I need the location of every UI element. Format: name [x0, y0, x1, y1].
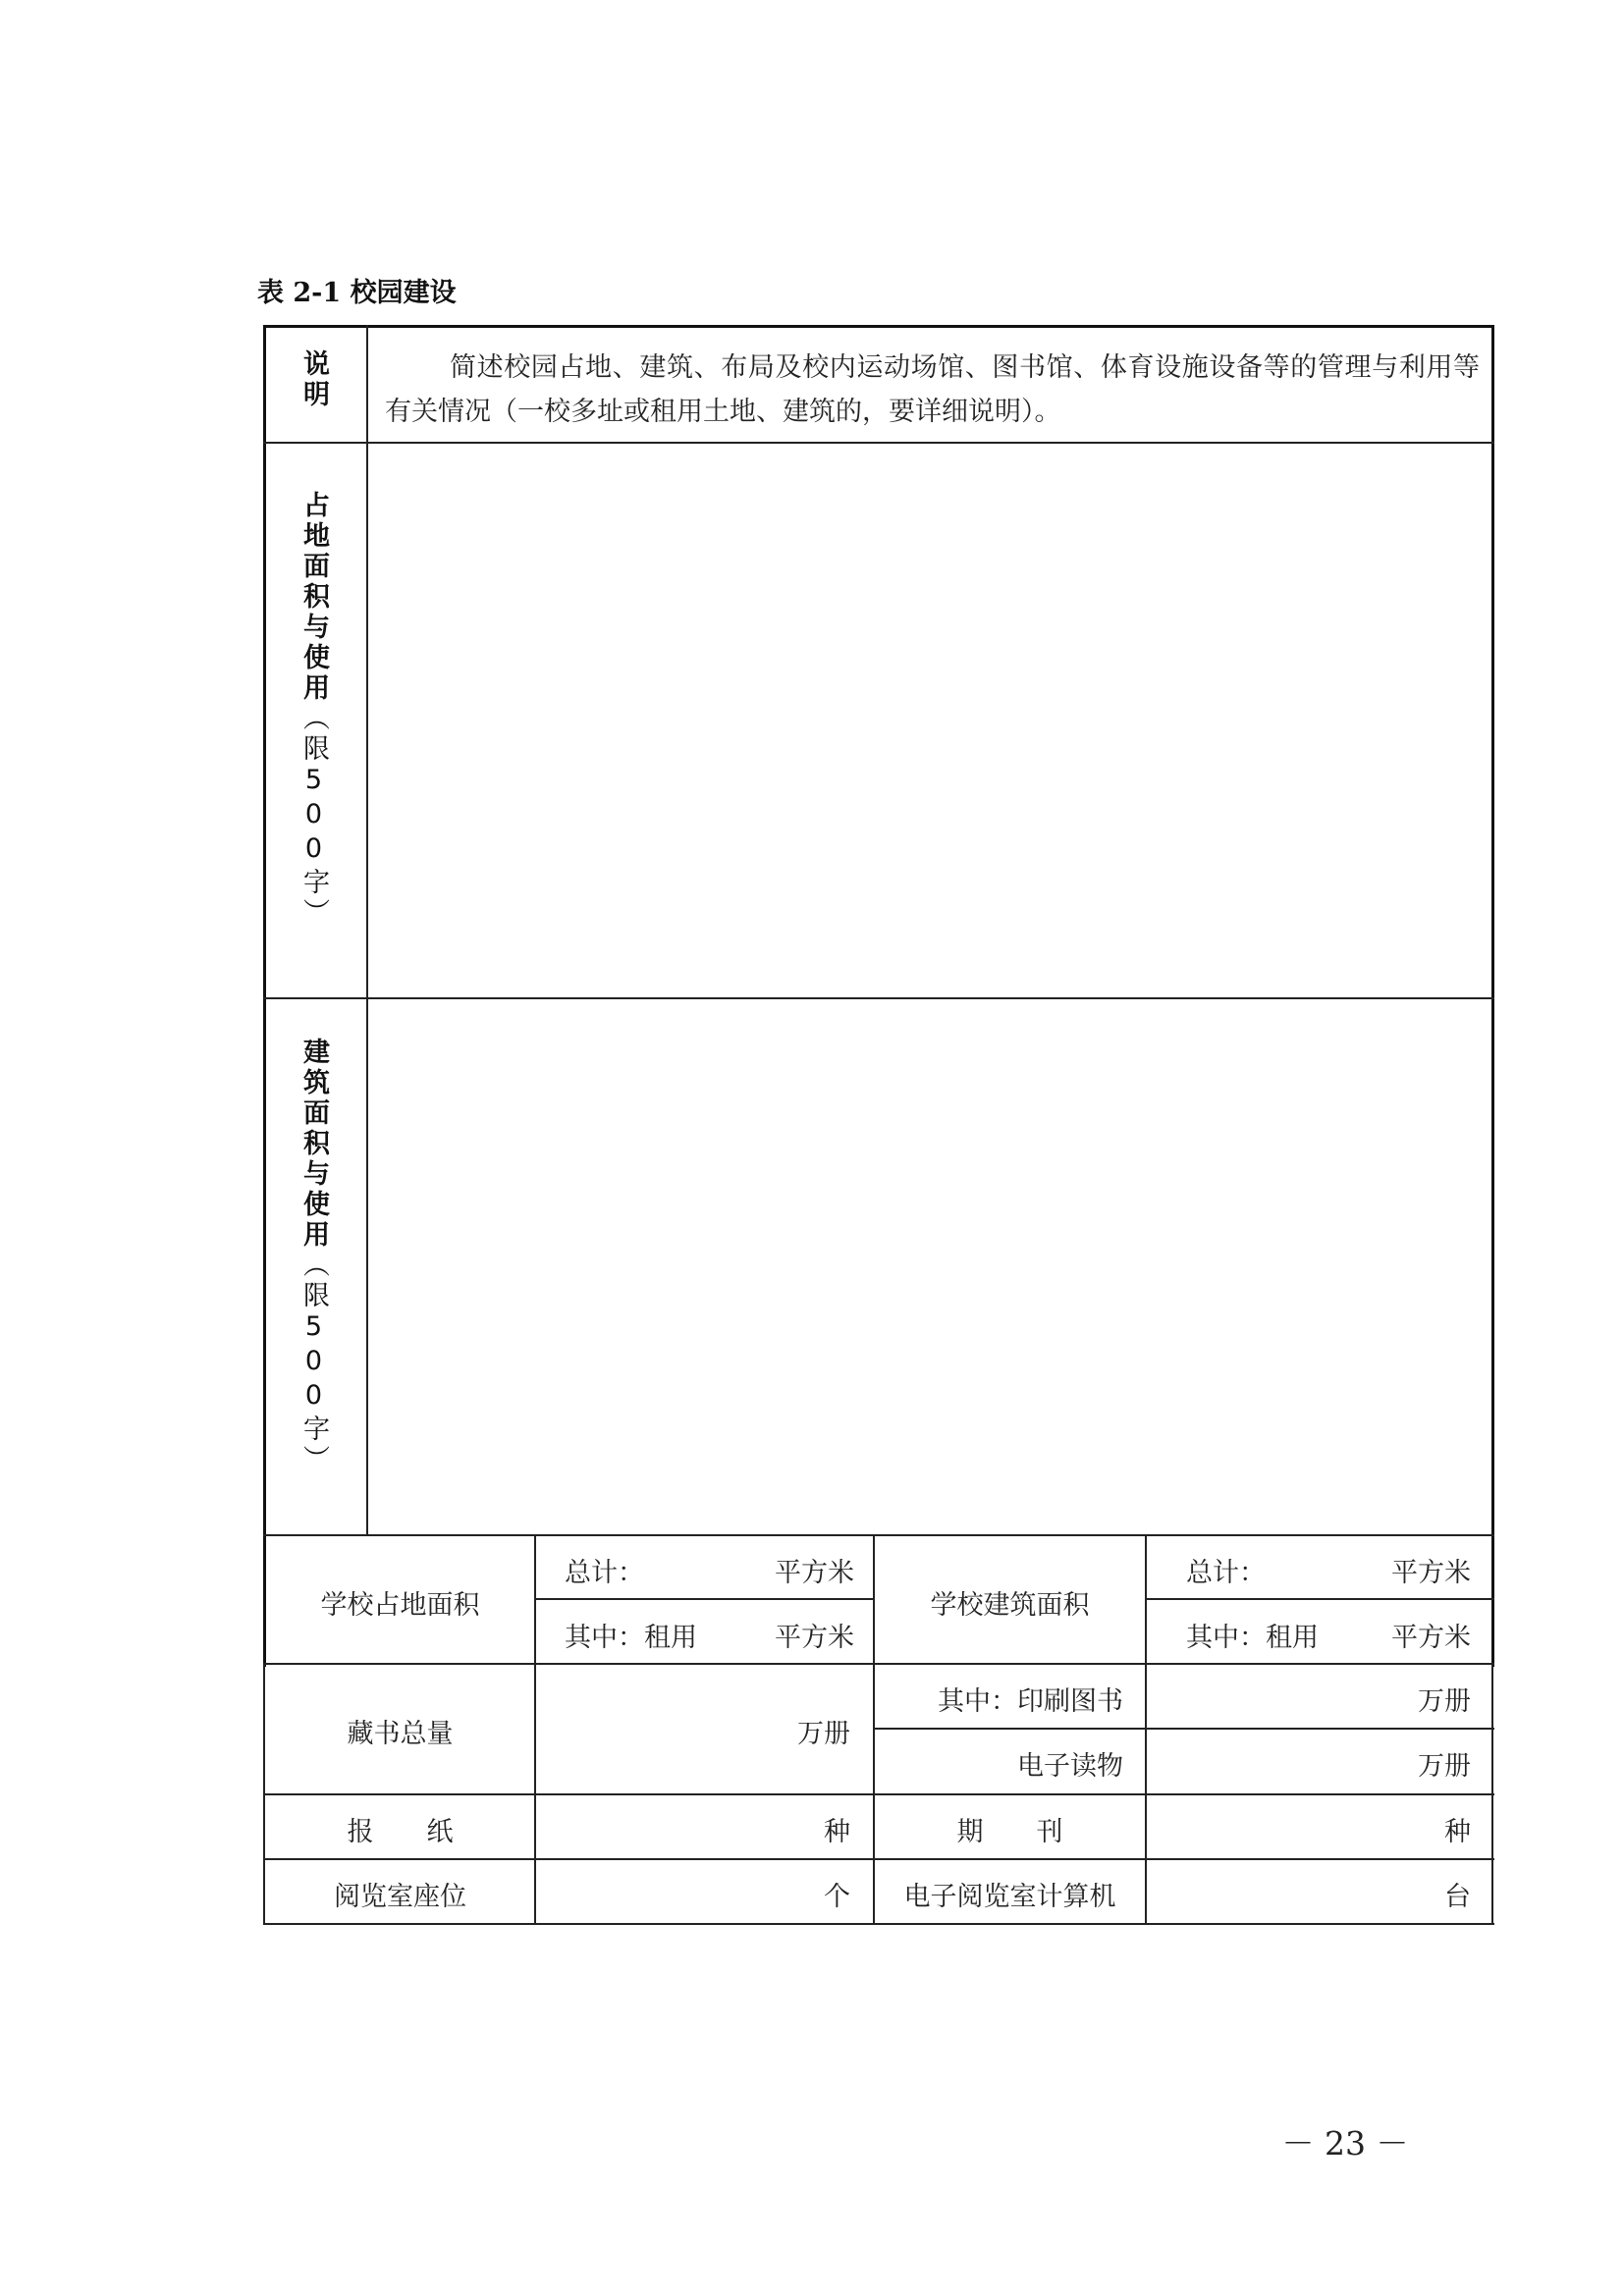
page-number: － 23 －	[1281, 2124, 1409, 2163]
printed-books-label: 其中：印刷图书	[938, 1686, 1123, 1717]
e-reading-computers-label: 电子阅览室计算机	[903, 1882, 1116, 1912]
printed-books-unit[interactable]: 万册	[1418, 1686, 1471, 1717]
land-rent-label: 其中：租用	[565, 1623, 697, 1653]
books-total-label: 藏书总量	[347, 1719, 454, 1749]
newspapers-label: 报 纸	[347, 1817, 454, 1847]
periodicals-label: 期 刊	[956, 1817, 1063, 1847]
periodicals-unit[interactable]: 种	[1444, 1817, 1471, 1847]
description-label: 说明	[298, 349, 329, 410]
building-total-unit[interactable]: 平方米	[1391, 1558, 1471, 1588]
land-area-title: 学校占地面积	[320, 1590, 480, 1621]
reading-seats-label: 阅览室座位	[334, 1882, 466, 1912]
ebooks-unit[interactable]: 万册	[1418, 1751, 1471, 1782]
ebooks-label: 电子读物	[1017, 1751, 1123, 1782]
land-total-unit[interactable]: 平方米	[775, 1558, 854, 1588]
newspapers-unit[interactable]: 种	[824, 1817, 850, 1847]
land-use-input-area[interactable]	[368, 444, 1491, 997]
land-use-label: 占地面积与使用（限500字）	[298, 491, 329, 929]
land-rent-unit[interactable]: 平方米	[775, 1623, 854, 1653]
building-rent-label: 其中：租用	[1186, 1623, 1319, 1653]
building-use-label: 建筑面积与使用（限500字）	[298, 1038, 329, 1475]
description-text: 简述校园占地、建筑、布局及校内运动场馆、图书馆、体育设施设备等的管理与利用等有关情况（一校多址或租用土地、建筑的，要详细说明）。	[385, 352, 1480, 427]
table-caption: 表 2-1 校园建设	[257, 278, 457, 308]
building-total-label: 总计：	[1186, 1558, 1266, 1588]
building-use-input-area[interactable]	[368, 999, 1491, 1534]
e-reading-computers-unit[interactable]: 台	[1444, 1882, 1471, 1912]
building-rent-unit[interactable]: 平方米	[1391, 1623, 1471, 1653]
land-total-label: 总计：	[565, 1558, 644, 1588]
reading-seats-unit[interactable]: 个	[824, 1882, 850, 1912]
building-area-title: 学校建筑面积	[930, 1590, 1090, 1621]
books-total-unit[interactable]: 万册	[797, 1719, 850, 1749]
